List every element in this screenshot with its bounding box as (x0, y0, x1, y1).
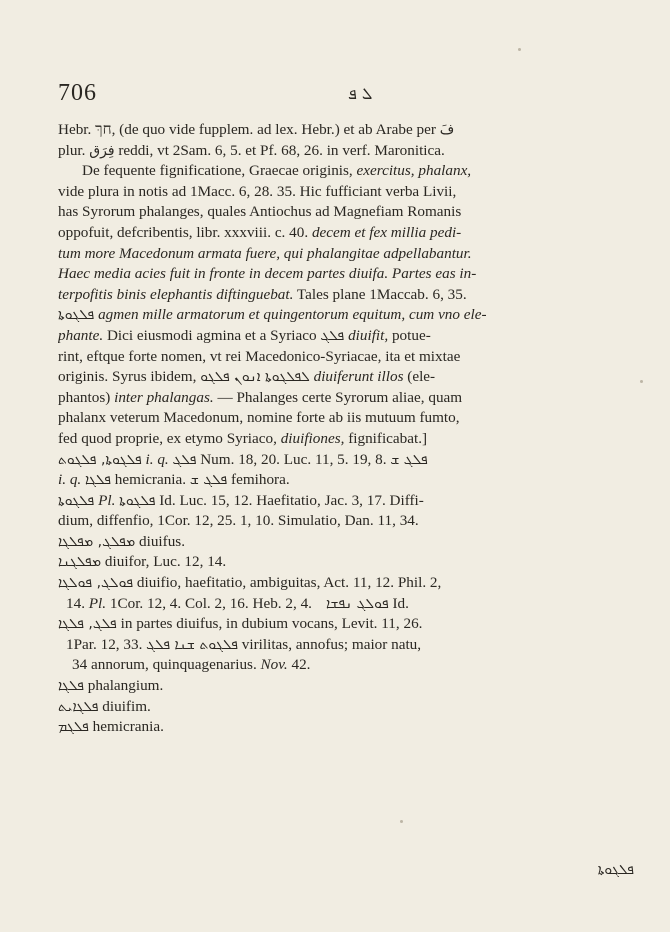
text-run: reddi, vt 2Sam. 6, 5. et Pf. 68, 26. in verf. Maronitica. (114, 141, 445, 159)
text-line (58, 326, 638, 347)
text-line (58, 429, 638, 450)
syriac-text: ܡܦܠܓ, ܡܦܠܓܐ (58, 533, 136, 550)
syriac-text: ܦܠܓܐ (58, 678, 84, 695)
syriac-text: ܦܠܓܐ (85, 472, 111, 489)
syriac-text: ܦܘܠܓ, ܦܘܠܓܐ (58, 575, 134, 592)
text-run: 34 annorum, quinquagenarius. (72, 656, 261, 674)
italic-text: Haec media acies fuit in fronte in decem partes diuifa. Partes eas in- (58, 265, 477, 283)
text-run: (ele- (403, 368, 436, 386)
text-line (58, 450, 638, 471)
text-run: Id. (388, 594, 409, 612)
text-run: — Phalanges certe Syrorum aliae, quam (213, 388, 463, 406)
italic-text: i. q. (58, 471, 82, 489)
syriac-text: ܦܠܓܘܬܐ (119, 492, 156, 509)
paper-speck (640, 380, 643, 383)
text-run: Hebr. חךּ, (de quo vide fupplem. ad lex. Hebr.) et ab Arabe per (58, 121, 440, 138)
italic-text: exercitus, phalanx, (356, 162, 472, 180)
text-run: phalangium. (83, 677, 164, 695)
syriac-text: ܠܦܠܓܘܬܐ ܐܢܘܢ ܦܠܓܘ (200, 369, 310, 386)
text-run: 1Par. 12, 33. (66, 635, 147, 653)
text-line (58, 285, 638, 306)
paper-speck (400, 820, 403, 823)
italic-text: diuifiones, (280, 429, 345, 447)
text-run: Num. 18, 20. Luc. 11, 5. 19, 8. (196, 450, 391, 468)
text-line (58, 244, 638, 265)
lexicon-text (58, 120, 638, 738)
text-run: rint, eftque forte nomen, vt rei Macedonico-Syriacae, ita et mixtae (58, 347, 461, 365)
italic-text: diuiferunt illos (313, 368, 404, 386)
text-line (58, 388, 638, 409)
syriac-text: ܦܠܓ (172, 451, 197, 468)
text-run: diuifio, haefitatio, ambiguitas, Act. 11, 12. Phil. 2, (133, 574, 442, 592)
italic-text: inter phalangas. (114, 388, 214, 406)
text-run: potue- (388, 326, 431, 344)
syriac-text: ܡܦܠܓܢܐ (58, 554, 102, 571)
text-line (58, 305, 638, 326)
text-line (58, 511, 638, 532)
italic-text: terpofitis binis elephantis diftinguebat. (58, 285, 294, 303)
italic-text: tum more Macedonum armata fuere, qui phalangitae adpellabantur. (58, 244, 472, 262)
text-run: fignificabat.] (344, 429, 428, 447)
italic-text: decem et fex millia pedi- (311, 223, 462, 241)
syriac-text: ܦܠܓ ܫ (189, 472, 228, 489)
text-run: 14. (66, 594, 89, 612)
italic-text: agmen mille armatorum et quingentorum equitum, cum vno ele- (98, 306, 487, 324)
text-run: phalanx veterum Macedonum, nomine forte ab iis mutuum fumto, (58, 409, 460, 427)
text-line (58, 676, 638, 697)
text-run: De fequente fignificatione, Graecae originis, (82, 162, 357, 180)
text-run: hemicrania. (111, 471, 190, 489)
text-run: hemicrania. (88, 718, 164, 736)
text-line (58, 161, 638, 182)
syriac-text: ܦܠܓ ܫ (390, 451, 428, 468)
text-run: in partes diuifus, in dubium vocans, Levit. 11, 26. (116, 615, 423, 633)
text-line (58, 552, 638, 573)
text-line (58, 182, 638, 203)
text-line (58, 408, 638, 429)
text-line (58, 470, 638, 491)
text-run: oppofuit, defcribentis, libr. xxxviii. c. 40. (58, 223, 312, 241)
page-header (58, 80, 618, 110)
syriac-text: ܦܠܓܐܝܬ (58, 698, 99, 715)
syriac-text: ܦܠܓ (320, 327, 345, 344)
text-run: diuifus. (135, 532, 186, 550)
text-run: vide plura in notis ad 1Macc. 6, 28. 35. Hic fufficiant verba Livii, (58, 182, 457, 200)
text-line (58, 120, 638, 141)
text-line (58, 141, 638, 162)
text-line (58, 614, 638, 635)
text-line (58, 717, 638, 738)
italic-text: Pl. (98, 491, 116, 509)
text-run: diuifor, Luc. 12, 14. (101, 553, 227, 571)
text-run: femihora. (227, 471, 290, 489)
text-run: diuifim. (98, 697, 151, 715)
syriac-text: ܦܠܓܘܬ ܫܢܐ ܦܠܓ (146, 636, 238, 653)
text-run: Tales plane 1Maccab. 6, 35. (293, 285, 467, 303)
text-line (58, 202, 638, 223)
text-run: 42. (287, 656, 311, 674)
running-head: ܠ ܦ (348, 84, 373, 103)
text-line (58, 491, 638, 512)
syriac-text: ܦܠܓ, ܦܠܓܐ (58, 616, 117, 633)
text-line (58, 532, 638, 553)
text-line (58, 594, 638, 615)
text-run: Dici eiusmodi agmina et a Syriaco (103, 326, 321, 344)
paper-speck (518, 48, 521, 51)
text-line (58, 635, 638, 656)
text-line (58, 573, 638, 594)
italic-text: Nov. (260, 656, 288, 674)
text-line (58, 367, 638, 388)
text-run: originis. Syrus ibidem, (58, 368, 201, 386)
syriac-text: فَ (439, 122, 455, 138)
italic-text: phante. (58, 326, 104, 344)
text-run: virilitas, annofus; maior natu, (238, 635, 422, 653)
syriac-text: ܦܠܓܘܬܐ, ܦܠܓܘܬ (58, 451, 142, 468)
syriac-text: ܦܠܓܘܬܐ (58, 307, 95, 324)
text-run: fed quod proprie, ex etymo Syriaco, (58, 429, 281, 447)
syriac-text: ܦܘܠܓ ܢܦܫܐ (325, 595, 389, 612)
syriac-text: ܦܠܓܘܬܐ (58, 492, 95, 509)
syriac-text: فِرَق (89, 142, 115, 159)
text-line (58, 655, 638, 676)
italic-text: diuifit, (348, 326, 389, 344)
text-line (58, 223, 638, 244)
text-run: phantos) (58, 388, 115, 406)
italic-text: i. q. (145, 450, 169, 468)
text-run: has Syrorum phalanges, quales Antiochus ad Magnefiam Romanis (58, 203, 462, 221)
text-line (58, 697, 638, 718)
page-number: 706 (58, 80, 97, 106)
text-run: Id. Luc. 15, 12. Haefitatio, Jac. 3, 17. Diffi- (155, 491, 424, 509)
text-line (58, 347, 638, 368)
text-line (58, 264, 638, 285)
text-run: plur. (58, 141, 90, 159)
text-run: dium, diffenfio, 1Cor. 12, 25. 1, 10. Simulatio, Dan. 11, 34. (58, 512, 419, 530)
catchword: ܦܠܓܘܬܐ (597, 862, 634, 878)
italic-text: Pl. (88, 594, 107, 612)
text-run: 1Cor. 12, 4. Col. 2, 16. Heb. 2, 4. (106, 594, 312, 612)
syriac-text: ܦܠܓܡ (58, 719, 89, 736)
